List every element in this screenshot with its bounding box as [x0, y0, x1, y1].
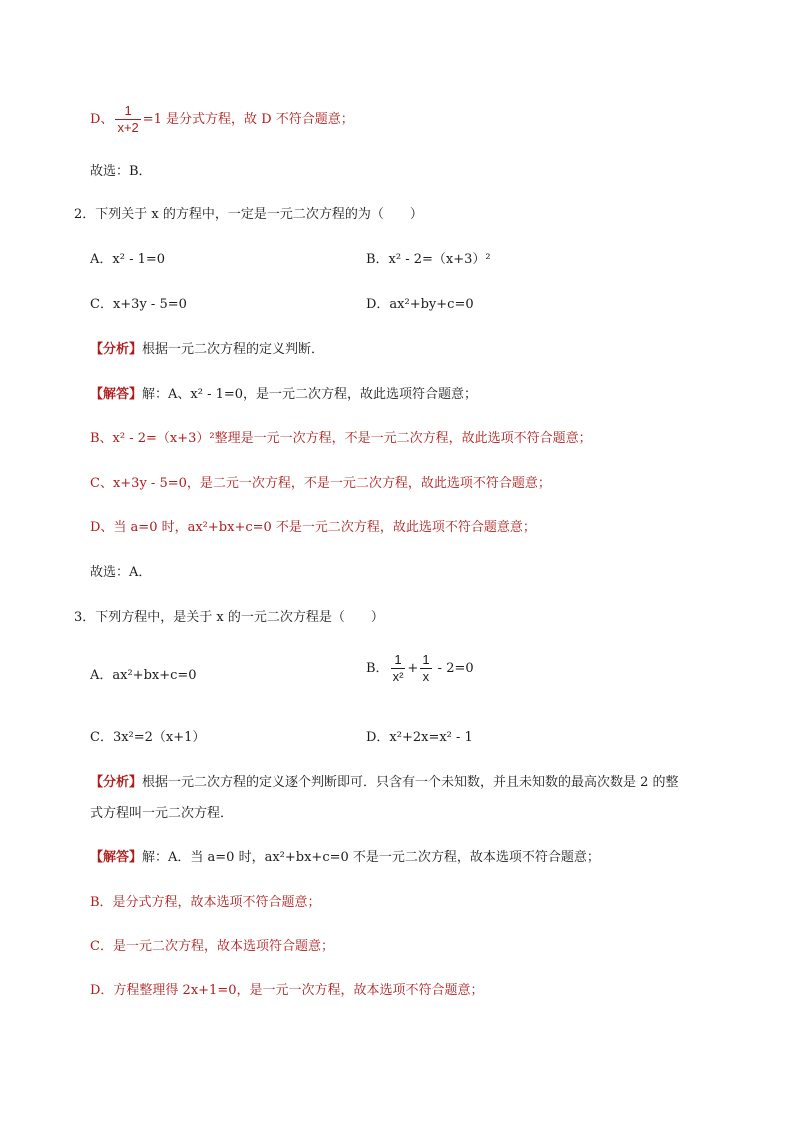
q2-option-a: A．x² - 1=0 [90, 252, 166, 267]
option-tail: - 2=0 [433, 661, 474, 676]
q2-answer-d: D、当 a=0 时，ax²+bx+c=0 不是一元二次方程，故此选项不符合题意意； [90, 520, 536, 535]
analysis-text: 根据一元二次方程的定义逐个判断即可．只含有一个未知数，并且未知数的最高次数是 2 的整 [142, 775, 679, 790]
fraction-1 [391, 652, 406, 685]
answer-text: 解：A、x² - 1=0，是一元二次方程，故此选项符合题意； [142, 387, 478, 402]
choose-line [90, 160, 152, 179]
option-prefix: B． [366, 661, 389, 676]
analysis-tag: 【分析】 [90, 342, 143, 357]
q2-answer-a [90, 383, 477, 402]
fraction-numerator: 1 [394, 652, 402, 667]
q2-analysis [90, 338, 324, 357]
option-prefix: D、 [90, 112, 114, 127]
q3-answer-d: D．方程整理得 2x+1=0，是一元一次方程，故本选项不符合题意； [90, 983, 484, 998]
q3-answer-c: C．是一元二次方程，故本选项符合题意； [90, 939, 334, 954]
q3-option-b [366, 652, 474, 685]
question-text: 3．下列方程中，是关于 x 的一元二次方程是（ ） [74, 610, 384, 625]
fraction-numerator: 1 [422, 652, 430, 667]
answer-line-d [90, 103, 354, 136]
answer-text: =1 是分式方程，故 D 不符合题意； [142, 112, 354, 127]
answer-tag: 【解答】 [90, 387, 143, 402]
plus-sign: + [407, 661, 419, 676]
choose-text: 故选：B． [90, 164, 152, 179]
fraction-numerator: 1 [124, 103, 132, 118]
q3-answer-b: B．是分式方程，故本选项不符合题意； [90, 895, 321, 910]
question-2 [74, 203, 423, 222]
q2-option-d: D．ax²+by+c=0 [366, 297, 474, 312]
fraction-denominator: x+2 [117, 120, 139, 135]
analysis-tag: 【分析】 [90, 775, 143, 790]
q3-option-d: D．x²+2x=x² - 1 [366, 730, 473, 745]
fraction [115, 103, 140, 136]
q3-analysis-1 [90, 771, 679, 790]
analysis-text: 根据一元二次方程的定义判断． [142, 342, 325, 357]
fraction-denominator: x² [392, 669, 404, 684]
fraction-2 [420, 652, 431, 685]
q3-analysis-2: 式方程叫一元二次方程． [90, 806, 234, 821]
q2-choose: 故选：A． [90, 565, 152, 580]
q3-option-c: C．3x²=2（x+1） [90, 730, 206, 745]
answer-tag: 【解答】 [90, 850, 143, 865]
question-3 [74, 606, 384, 625]
fraction-denominator: x [420, 668, 431, 685]
q2-answer-b: B、x² - 2=（x+3）²整理是一元一次方程，不是一元二次方程，故此选项不符合题意； [90, 431, 592, 446]
q2-answer-c: C、x+3y - 5=0，是二元一次方程，不是一元二次方程，故此选项不符合题意； [90, 476, 551, 491]
q3-option-a: A．ax²+bx+c=0 [90, 668, 197, 683]
q2-option-c: C．x+3y - 5=0 [90, 297, 187, 312]
q2-option-b: B．x² - 2=（x+3）² [366, 252, 491, 267]
question-text: 2．下列关于 x 的方程中，一定是一元二次方程的为（ ） [74, 207, 423, 222]
q3-answer-a [90, 846, 600, 865]
answer-text: 解：A．当 a=0 时，ax²+bx+c=0 不是一元二次方程，故本选项不符合题意； [142, 850, 600, 865]
